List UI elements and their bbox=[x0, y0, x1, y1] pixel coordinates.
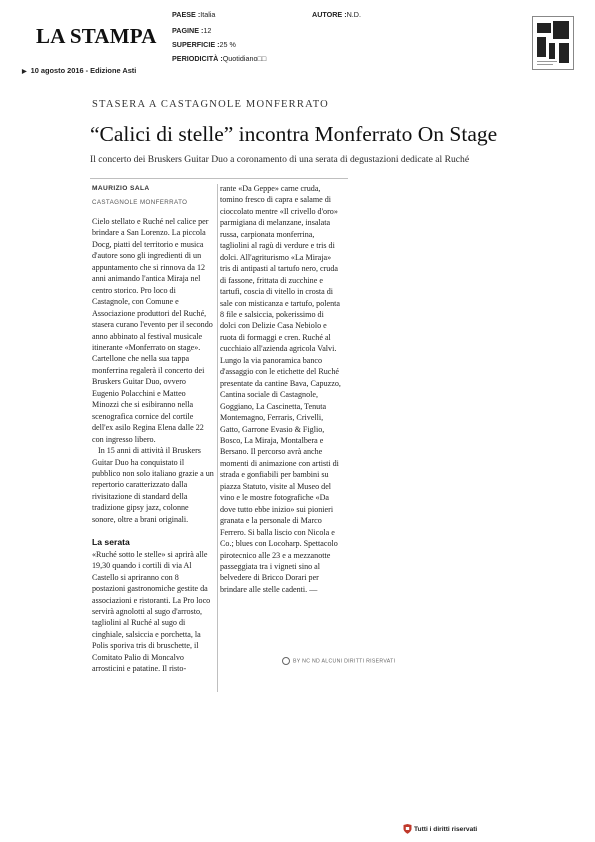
footer-rights: Tutti i diritti riservati bbox=[414, 826, 478, 833]
paragraph: «Ruché sotto le stelle» si aprirà alle 19,30 quando i cortili di via Al Castello si apriranno con 8 postazioni gastronomiche gestite da associazioni e ristoranti. La Pro loco servirà agnolotti al sugo d'arrosto, tagliolini al Ruché al sugo di cinghiale, salsiccia e porchetta, la Polis sporiva tris di bruschette, il Comitato Palio di Moncalvo arrosticini e patatine. Il risto- bbox=[92, 549, 211, 674]
section-title: La serata bbox=[92, 537, 130, 548]
divider bbox=[90, 178, 348, 179]
meta-frequency-label: PERIODICITÀ : bbox=[172, 54, 223, 63]
meta-pages bbox=[172, 26, 211, 35]
newspaper-logo: LA STAMPA bbox=[36, 24, 157, 48]
paragraph: Cielo stellato e Ruché nel calice per brindare a San Lorenzo. La piccola Docg, piatti del territorio e musica d'autore sono gli ingredienti di un appuntamento che si rinnova da 12 anni animando l'antica Miraja nel centro storico. Pro loco di Castagnole, con Comune e Associazione produttori del Ruché, stasera curano l'evento per il secondo anno abbinato al festival musicale itinerante «Monferrato on stage». Cartellone che nella sua tappa monferrina regalerà il concerto dei Bruskers Guitar Duo, ovvero Eugenio Polacchini e Matteo Minozzi che si esibiranno nella scenografica cornice del cortile dell'ex asilo Regina Elena dalle 22 con ingresso libero. bbox=[92, 217, 213, 444]
cc-license-icon bbox=[282, 657, 290, 665]
shield-icon bbox=[403, 824, 412, 834]
dateline bbox=[22, 66, 136, 75]
meta-surface-label: SUPERFICIE : bbox=[172, 40, 220, 49]
meta-pages-label: PAGINE : bbox=[172, 26, 204, 35]
article-column-1 bbox=[92, 216, 214, 675]
license-credit bbox=[282, 657, 395, 665]
meta-frequency-value: Quotidiano□□ bbox=[222, 54, 267, 63]
paragraph: rante «Da Geppe» carne cruda, tomino fresco di capra e salame di cioccolato mentre «Il crivello d'oro» parmigiana di melanzane, insalata russa, carpionata monferrina, tagliolini al ragù di verdure e tris di dolci. All'agriturismo «La Miraja» tris di antipasti al tartufo nero, cruda di fassone, frittata di zucchine e tartufi, coscia di vitello in crosta di sale con misticanza e tartufo, polenta 8 file e salsiccia, pokerissimo di dolci con Delizie Casa Nebiolo e ruota di formaggi e cren. Ruché al cucchiaio all'azienda agricola Valvi. Lungo la via panoramica banco d'assaggio con le etichette del Ruché presentate da cantine Bava, Capuzzo, Cantina sociale di Castagnole, Goggiano, La Cascinetta, Tenuta Montemagno, Ferraris, Crivelli, Gatto, Garrone Evasio & Figlio, Bosco, La Miraja, Montalbera e Bersano. Il percorso avrà anche momenti di animazione con artisti di strada e gonfiabili per bambini su piazza Statuto, visite al Museo del vino e le mostre fotografiche «Da dove tutto ebbe inizio» sui pionieri granata e la personale di Marco Ferrero. Si balla liscio con Nicola e Co.; blues con Locoharp. Spettacolo pirotecnico alle 23 e a mezzanotte passeggiata tra i vigneti sino al belvedere di Bricco Dorari per brindare alle stelle cadenti. — bbox=[220, 184, 341, 594]
meta-author bbox=[312, 10, 361, 19]
meta-author-value: N.D. bbox=[346, 10, 361, 19]
meta-country-label: PAESE : bbox=[172, 10, 201, 19]
article-column-2 bbox=[220, 183, 342, 595]
page-thumbnail bbox=[532, 16, 574, 70]
meta-surface bbox=[172, 40, 236, 49]
article-place: CASTAGNOLE MONFERRATO bbox=[92, 199, 188, 206]
article-subhead: Il concerto dei Bruskers Guitar Duo a coronamento di una serata di degustazioni dedicate al Ruché bbox=[90, 154, 470, 165]
dateline-text: 10 agosto 2016 - Edizione Asti bbox=[30, 66, 137, 75]
arrow-right-icon: ▶ bbox=[22, 69, 27, 75]
article-kicker: STASERA A CASTAGNOLE MONFERRATO bbox=[92, 99, 329, 110]
article-headline: “Calici di stelle” incontra Monferrato On Stage bbox=[90, 122, 498, 146]
meta-author-label: AUTORE : bbox=[312, 10, 347, 19]
meta-frequency bbox=[172, 54, 266, 63]
article-byline: MAURIZIO SALA bbox=[92, 185, 150, 192]
paragraph: In 15 anni di attività il Bruskers Guitar Duo ha conquistato il pubblico non solo italiano grazie a un repertorio caratterizzato dalla rivisitazione di standard della tradizione gipsy jazz, colonne sonore, oltre a brani originali. bbox=[92, 446, 214, 524]
column-divider bbox=[217, 184, 218, 692]
license-credit-text: BY NC ND ALCUNI DIRITTI RISERVATI bbox=[293, 658, 396, 665]
meta-pages-value: 12 bbox=[203, 26, 212, 35]
meta-surface-value: 25 % bbox=[219, 40, 236, 49]
meta-country-value: Italia bbox=[200, 10, 216, 19]
meta-country bbox=[172, 10, 215, 19]
